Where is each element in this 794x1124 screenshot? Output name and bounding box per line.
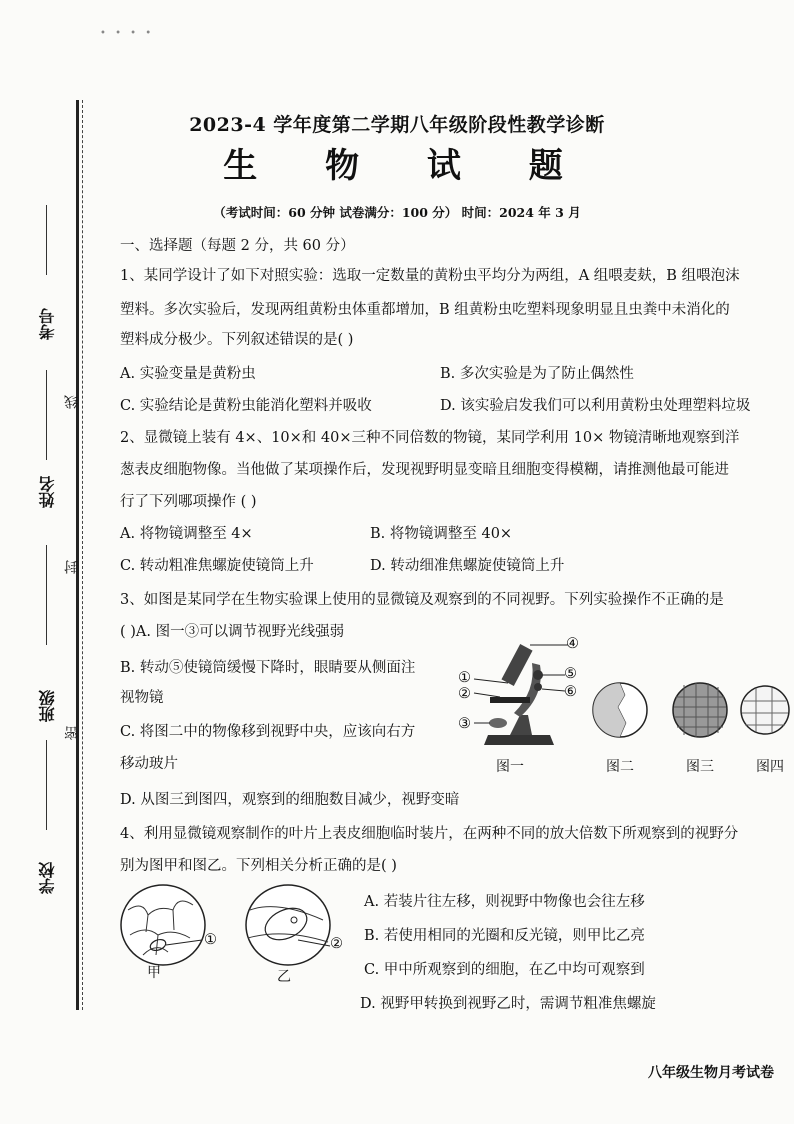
class-label: 班级 [38, 690, 57, 722]
scan-mark: • • • • [100, 28, 155, 39]
fig-label-3: 图三 [686, 759, 714, 775]
exam-title: 2023-4 学年度第二学期八年级阶段性教学诊断 [189, 114, 605, 136]
q3-option-b-2: 视物镜 [120, 690, 164, 706]
q1-line-2: 塑料。多次实验后，发现两组黄粉虫体重都增加，B 组黄粉虫吃塑料现象明显且虫粪中未消化的 [120, 302, 730, 318]
class-underline [46, 545, 47, 645]
q2-line-1: 2、显微镜上装有 4×、10×和 40×三种不同倍数的物镜，某同学利用 10× 物镜清晰地观察到洋 [120, 430, 740, 446]
binding-mark-mi: 密 [64, 726, 80, 740]
microscope-base [484, 735, 554, 745]
q2-option-c: C. 转动粗准焦螺旋使镜筒上升 [120, 558, 314, 574]
marker-q4-2: ② [330, 936, 343, 952]
marker-4: ④ [566, 636, 579, 652]
field-view-4 [741, 686, 789, 734]
q1-option-c: C. 实验结论是黄粉虫能消化塑料并吸收 [120, 398, 372, 414]
microscope-mirror [489, 718, 507, 728]
q2-option-b: B. 将物镜调整至 40× [370, 526, 513, 542]
q3-line-1: 3、如图是某同学在生物实验课上使用的显微镜及观察到的不同视野。下列实验操作不正确的是 [120, 592, 724, 608]
q1-option-a: A. 实验变量是黄粉虫 [120, 366, 256, 382]
fine-knob [534, 683, 542, 691]
microscope-tube [501, 644, 532, 686]
name-underline [46, 370, 47, 460]
marker-5: ⑤ [564, 666, 577, 682]
field-view-3 [673, 683, 727, 737]
footer-label: 八年级生物月考试卷 [648, 1065, 774, 1081]
binding-mark-feng: 封 [64, 560, 80, 574]
field-view-jia [121, 885, 205, 965]
q4-option-b: B. 若使用相同的光圈和反光镜，则甲比乙亮 [364, 928, 645, 944]
q3-option-c-1: C. 将图二中的物像移到视野中央，应该向右方 [120, 724, 416, 740]
school-underline [46, 740, 47, 830]
field-view-yi [246, 885, 330, 965]
binding-solid-line [76, 100, 79, 1010]
marker-3: ③ [458, 716, 471, 732]
q1-line-1: 1、某同学设计了如下对照实验：选取一定数量的黄粉虫平均分为两组，A 组喂麦麸，B 组喂泡沫 [120, 268, 740, 284]
binding-mark-xian: 线 [64, 395, 80, 409]
q2-option-a: A. 将物镜调整至 4× [120, 526, 253, 542]
q4-line-2: 别为图甲和图乙。下列相关分析正确的是( ) [120, 858, 397, 874]
name-label: 姓名 [38, 476, 57, 508]
q3-option-d: D. 从图三到图四，观察到的细胞数目减少，视野变暗 [120, 792, 460, 808]
q2-line-3: 行了下列哪项操作 ( ) [120, 494, 257, 510]
microscope-stage [490, 697, 530, 703]
marker-6: ⑥ [564, 684, 577, 700]
subject-title: 生 物 试 题 [223, 146, 591, 186]
microscope-figure [450, 635, 790, 755]
section-heading: 一、选择题（每题 2 分，共 60 分） [120, 238, 355, 254]
fig-label-1: 图一 [496, 759, 524, 775]
q2-option-d: D. 转动细准焦螺旋使镜筒上升 [370, 558, 565, 574]
fig-label-4: 图四 [756, 759, 784, 775]
q3-option-c-2: 移动玻片 [120, 756, 178, 772]
coarse-knob [533, 670, 543, 680]
microscope-pillar [510, 715, 532, 735]
q1-option-b: B. 多次实验是为了防止偶然性 [440, 366, 634, 382]
q3-line-2: ( )A. 图一③可以调节视野光线强弱 [120, 624, 345, 640]
fig-label-jia: 甲 [147, 965, 161, 981]
marker-2: ② [458, 686, 471, 702]
exam-info: （考试时间：60 分钟 试卷满分：100 分） 时间：2024 年 3 月 [213, 205, 581, 220]
q1-option-d: D. 该实验启发我们可以利用黄粉虫处理塑料垃圾 [440, 398, 751, 414]
fig-label-yi: 乙 [277, 969, 291, 985]
marker-1: ① [458, 670, 471, 686]
q4-option-a: A. 若装片往左移，则视野中物像也会往左移 [364, 894, 645, 910]
marker-q4-1: ① [204, 932, 217, 948]
binding-dashed-line [82, 100, 83, 1010]
q3-option-b-1: B. 转动⑤使镜筒缓慢下降时，眼睛要从侧面注 [120, 660, 416, 676]
fig-label-2: 图二 [606, 759, 634, 775]
q4-line-1: 4、利用显微镜观察制作的叶片上表皮细胞临时装片，在两种不同的放大倍数下所观察到的视野分 [120, 826, 739, 842]
q1-line-3: 塑料成分极少。下列叙述错误的是( ) [120, 332, 354, 348]
exam-no-label: 考号 [38, 308, 57, 340]
school-label: 学校 [38, 862, 57, 894]
q4-option-c: C. 甲中所观察到的细胞，在乙中均可观察到 [364, 962, 645, 978]
q4-option-d: D. 视野甲转换到视野乙时，需调节粗准焦螺旋 [360, 996, 656, 1012]
q2-line-2: 葱表皮细胞物像。当他做了某项操作后，发现视野明显变暗且细胞变得模糊，请推测他最可能进 [120, 462, 729, 478]
